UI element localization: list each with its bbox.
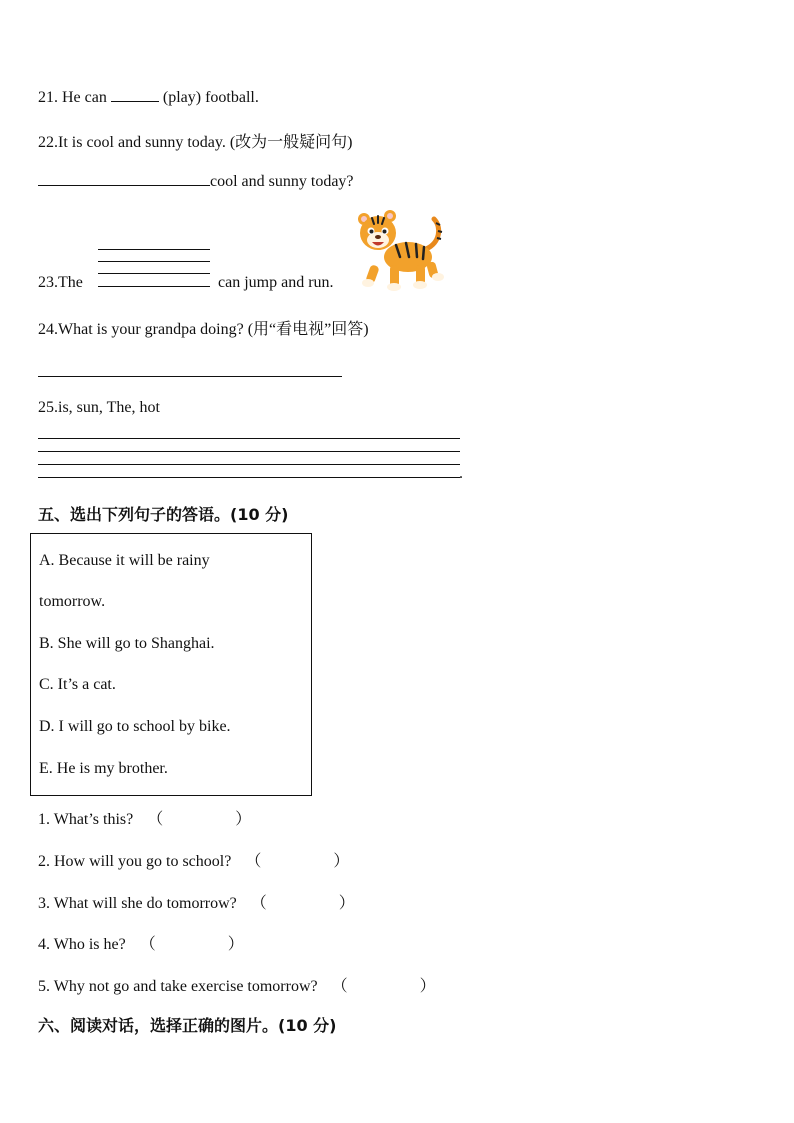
question-5-1: 1. What’s this? （ ）	[38, 811, 252, 828]
question-5-5: 5. Why not go and take exercise tomorrow? （ ）	[38, 978, 436, 995]
writing-line[interactable]	[38, 438, 460, 439]
section-6-title: 六、阅读对话，选择正确的图片。(10 分)	[38, 1016, 337, 1035]
tiger-illustration	[356, 207, 446, 293]
question-25: 25.is, sun, The, hot	[38, 399, 160, 416]
option-a: A. Because it will be rainy	[39, 552, 210, 569]
question-22-answer-line: cool and sunny today?	[38, 171, 354, 191]
blank-22[interactable]	[38, 171, 210, 186]
option-d: D. I will go to school by bike.	[39, 718, 231, 735]
question-23-suffix: can jump and run.	[218, 274, 334, 291]
question-5-3: 3. What will she do tomorrow? （ ）	[38, 895, 355, 912]
option-c: C. It’s a cat.	[39, 676, 116, 693]
question-23-prefix: 23.The	[38, 274, 83, 291]
options-box	[30, 533, 312, 796]
writing-line[interactable]	[98, 261, 210, 262]
writing-line[interactable]	[38, 464, 460, 465]
section-5-title: 五、选出下列句子的答语。(10 分)	[38, 505, 289, 524]
blank-21[interactable]	[111, 87, 159, 102]
question-22: 22.It is cool and sunny today. (改为一般疑问句)	[38, 134, 353, 151]
question-21: 21. He can (play) football.	[38, 89, 259, 106]
question-5-4: 4. Who is he? （ ）	[38, 936, 244, 953]
end-period: .	[459, 465, 463, 482]
writing-line[interactable]	[98, 273, 210, 274]
writing-line[interactable]	[98, 249, 210, 250]
option-a-continued: tomorrow.	[39, 593, 106, 610]
writing-line[interactable]	[38, 451, 460, 452]
option-e: E. He is my brother.	[39, 760, 168, 777]
question-5-2: 2. How will you go to school? （ ）	[38, 853, 350, 870]
option-b: B. She will go to Shanghai.	[39, 635, 215, 652]
question-24: 24.What is your grandpa doing? (用“看电视”回答)	[38, 321, 369, 338]
answer-line-24[interactable]	[38, 376, 342, 377]
writing-line[interactable]	[38, 477, 460, 478]
writing-line[interactable]	[98, 286, 210, 287]
